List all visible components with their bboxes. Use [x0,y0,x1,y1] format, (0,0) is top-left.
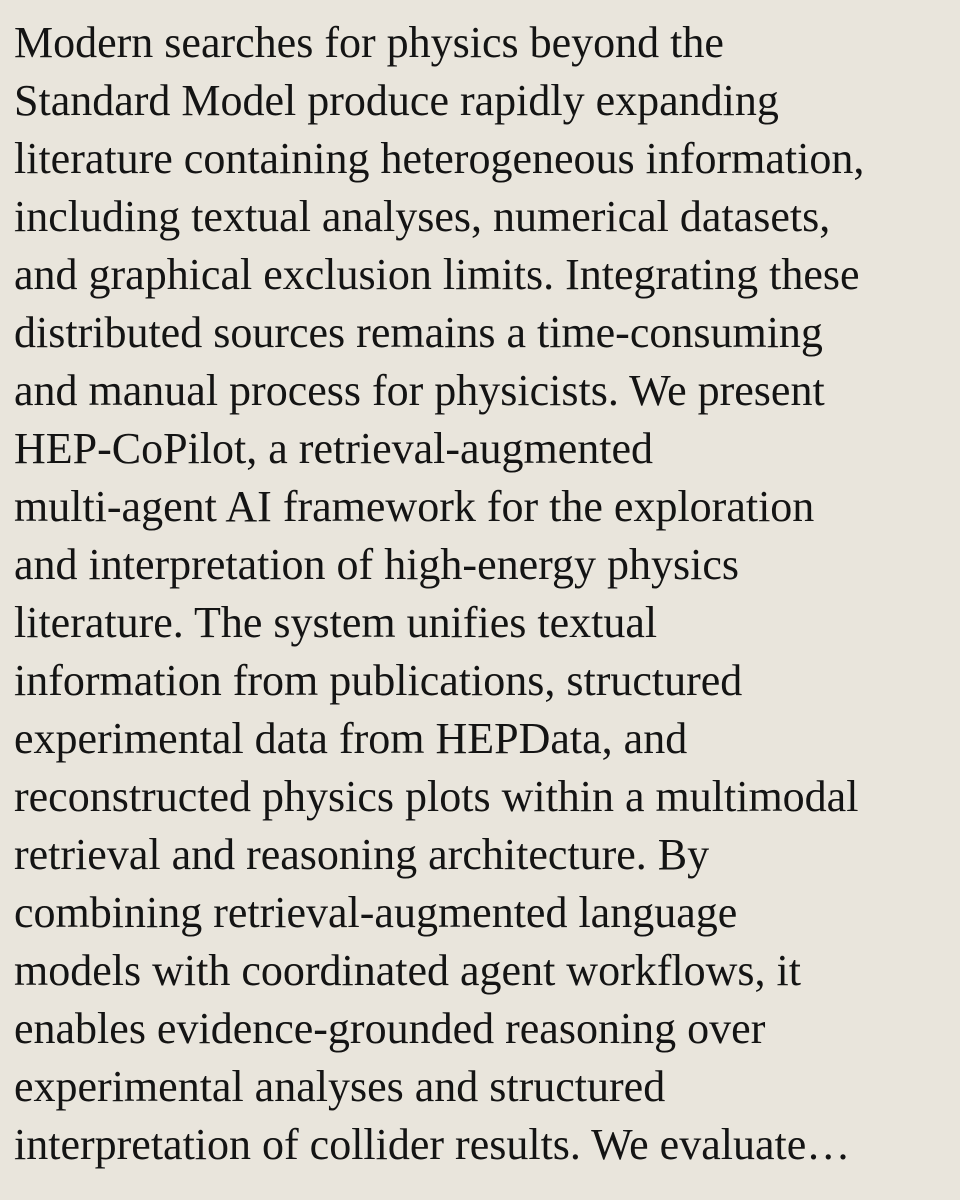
abstract-line: literature. The system unifies textual [14,598,658,647]
abstract-line: including textual analyses, numerical datasets, [14,192,831,241]
abstract-line: experimental data from HEPData, and [14,714,688,763]
abstract-line: reconstructed physics plots within a multimodal [14,772,859,821]
abstract-text [14,14,950,1174]
abstract-line: and manual process for physicists. We present [14,366,825,415]
abstract-line: combining retrieval-augmented language [14,888,738,937]
abstract-line: and interpretation of high-energy physics [14,540,739,589]
abstract-line: models with coordinated agent workflows, it [14,946,801,995]
abstract-line: multi-agent AI framework for the exploration [14,482,815,531]
abstract-line: literature containing heterogeneous information, [14,134,865,183]
abstract-line: interpretation of collider results. We evaluate… [14,1120,851,1169]
abstract-line: Standard Model produce rapidly expanding [14,76,779,125]
abstract-line: and graphical exclusion limits. Integrating these [14,250,860,299]
abstract-line: Modern searches for physics beyond the [14,18,724,67]
abstract-line: enables evidence-grounded reasoning over [14,1004,766,1053]
abstract-line: retrieval and reasoning architecture. By [14,830,710,879]
abstract-line: HEP-CoPilot, a retrieval-augmented [14,424,654,473]
abstract-line: information from publications, structured [14,656,743,705]
abstract-line: distributed sources remains a time-consuming [14,308,823,357]
abstract-line: experimental analyses and structured [14,1062,666,1111]
